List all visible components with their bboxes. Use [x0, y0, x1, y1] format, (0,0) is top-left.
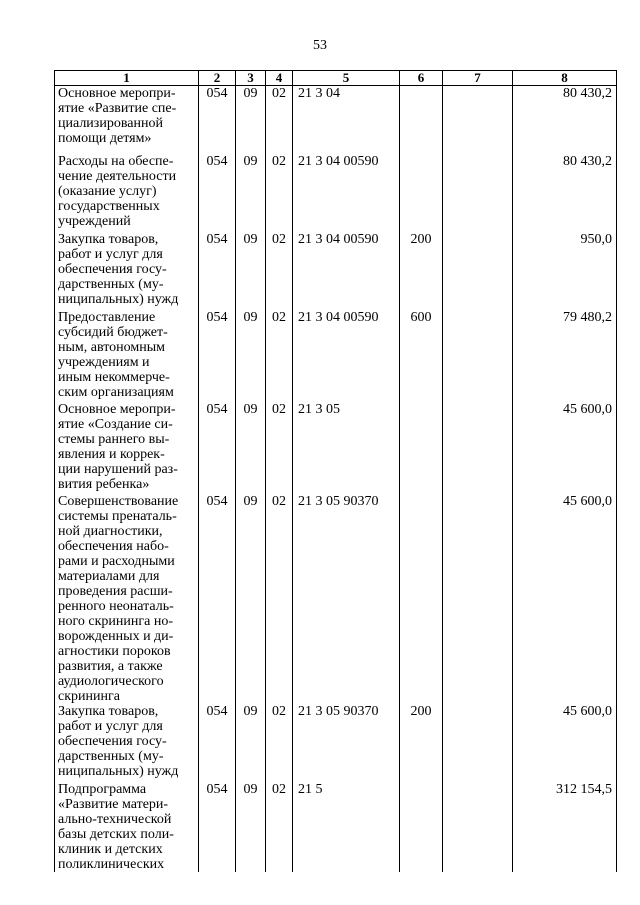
ministry-code-cell: 054	[199, 494, 236, 704]
table-row	[55, 402, 617, 494]
section-code-cell: 09	[236, 782, 266, 872]
column-header: 4	[266, 71, 293, 86]
ministry-code-cell: 054	[199, 86, 236, 155]
subsection-code-cell: 02	[266, 310, 293, 402]
row-name-cell: Предоставление субсидий бюджет- ным, автономным учреждениям и иным некоммерче- ским организациям	[55, 310, 199, 402]
subsection-code-cell: 02	[266, 86, 293, 155]
section-code-cell: 09	[236, 86, 266, 155]
expense-type-cell	[400, 86, 443, 155]
amount-cell: 950,0	[513, 232, 617, 310]
target-article-cell: 21 3 04	[293, 86, 400, 155]
column-7-cell	[443, 86, 513, 155]
target-article-cell: 21 3 05	[293, 402, 400, 494]
page-number: 53	[313, 38, 327, 53]
ministry-code-cell: 054	[199, 782, 236, 872]
table-body	[55, 86, 617, 873]
row-name-cell: Совершенствование системы пренаталь- ной диагностики, обеспечения набо- рами и расходными материалами для проведения расши- ренного неонаталь- ного скрининга но- ворожденных и ди- агностики пороков развития, а также аудиологического скрининга	[55, 494, 199, 704]
section-code-cell: 09	[236, 232, 266, 310]
row-name-cell: Основное меропри- ятие «Создание си- стемы раннего вы- явления и коррек- ции нарушений раз- вития ребенка»	[55, 402, 199, 494]
table-row	[55, 86, 617, 155]
amount-cell: 45 600,0	[513, 494, 617, 704]
ministry-code-cell: 054	[199, 154, 236, 232]
column-header: 5	[293, 71, 400, 86]
target-article-cell: 21 3 04 00590	[293, 310, 400, 402]
expense-type-cell: 200	[400, 704, 443, 782]
section-code-cell: 09	[236, 402, 266, 494]
row-name-cell: Закупка товаров, работ и услуг для обеспечения госу- дарственных (му- ниципальных) нужд	[55, 232, 199, 310]
row-name-cell: Подпрограмма «Развитие матери- ально-технической базы детских поли- клиник и детских поликлинических	[55, 782, 199, 872]
table-row	[55, 310, 617, 402]
column-7-cell	[443, 232, 513, 310]
column-header: 2	[199, 71, 236, 86]
row-name-cell: Основное меропри- ятие «Развитие спе- циализированной помощи детям»	[55, 86, 199, 155]
row-name-cell: Расходы на обеспе- чение деятельности (оказание услуг) государственных учреждений	[55, 154, 199, 232]
column-header: 7	[443, 71, 513, 86]
column-7-cell	[443, 154, 513, 232]
subsection-code-cell: 02	[266, 232, 293, 310]
table-row	[55, 704, 617, 782]
table-row	[55, 232, 617, 310]
subsection-code-cell: 02	[266, 402, 293, 494]
amount-cell: 312 154,5	[513, 782, 617, 872]
amount-cell: 80 430,2	[513, 154, 617, 232]
target-article-cell: 21 3 04 00590	[293, 232, 400, 310]
section-code-cell: 09	[236, 704, 266, 782]
expense-type-cell	[400, 494, 443, 704]
amount-cell: 79 480,2	[513, 310, 617, 402]
table-row	[55, 154, 617, 232]
expense-type-cell	[400, 402, 443, 494]
expense-type-cell: 200	[400, 232, 443, 310]
expense-type-cell: 600	[400, 310, 443, 402]
budget-table	[54, 70, 617, 872]
table-row	[55, 494, 617, 704]
expense-type-cell	[400, 154, 443, 232]
subsection-code-cell: 02	[266, 704, 293, 782]
column-7-cell	[443, 782, 513, 872]
column-header: 6	[400, 71, 443, 86]
table-header-row	[55, 71, 617, 86]
ministry-code-cell: 054	[199, 704, 236, 782]
target-article-cell: 21 5	[293, 782, 400, 872]
column-7-cell	[443, 310, 513, 402]
target-article-cell: 21 3 04 00590	[293, 154, 400, 232]
ministry-code-cell: 054	[199, 310, 236, 402]
table-row	[55, 782, 617, 872]
subsection-code-cell: 02	[266, 494, 293, 704]
amount-cell: 45 600,0	[513, 704, 617, 782]
section-code-cell: 09	[236, 494, 266, 704]
subsection-code-cell: 02	[266, 782, 293, 872]
ministry-code-cell: 054	[199, 402, 236, 494]
target-article-cell: 21 3 05 90370	[293, 494, 400, 704]
section-code-cell: 09	[236, 154, 266, 232]
column-header: 8	[513, 71, 617, 86]
target-article-cell: 21 3 05 90370	[293, 704, 400, 782]
ministry-code-cell: 054	[199, 232, 236, 310]
column-header: 3	[236, 71, 266, 86]
section-code-cell: 09	[236, 310, 266, 402]
amount-cell: 80 430,2	[513, 86, 617, 155]
subsection-code-cell: 02	[266, 154, 293, 232]
column-7-cell	[443, 402, 513, 494]
column-7-cell	[443, 494, 513, 704]
row-name-cell: Закупка товаров, работ и услуг для обеспечения госу- дарственных (му- ниципальных) нужд	[55, 704, 199, 782]
amount-cell: 45 600,0	[513, 402, 617, 494]
column-7-cell	[443, 704, 513, 782]
expense-type-cell	[400, 782, 443, 872]
column-header: 1	[55, 71, 199, 86]
